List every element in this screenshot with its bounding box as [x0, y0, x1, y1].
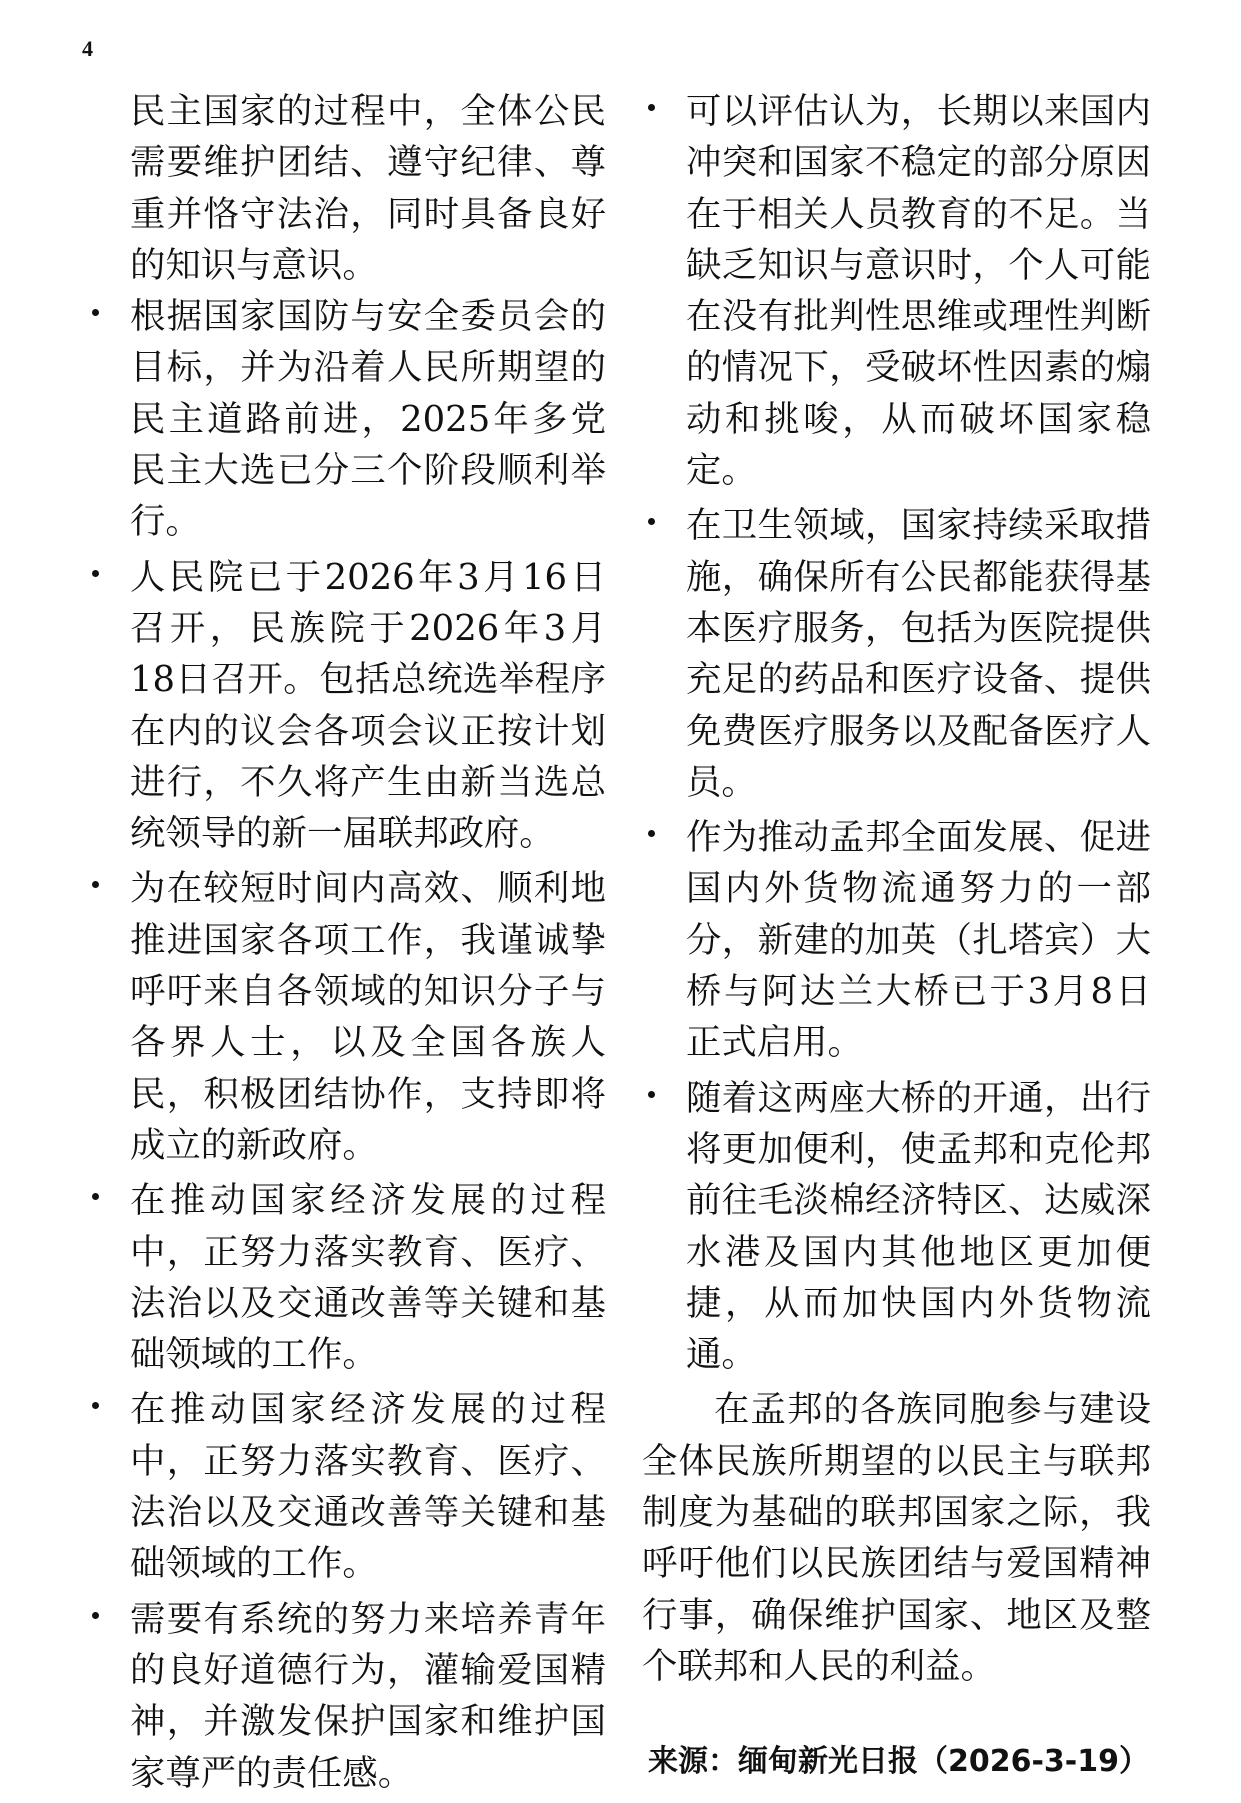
page-number: 4 — [82, 36, 93, 61]
list-item-text: 为在较短时间内高效、顺利地推进国家各项工作，我谨诚挚呼吁来自各领域的知识分子与各界人士，以及全国各族人民，积极团结协作，支持即将成立的新政府。 — [130, 868, 606, 1166]
list-item — [642, 812, 1151, 1068]
source-citation: 来源：缅甸新光日报（2026-3-19） — [647, 1744, 1149, 1780]
list-item — [86, 1594, 606, 1799]
list-item — [86, 1384, 606, 1589]
bullet-icon — [648, 518, 655, 525]
list-item-text: 需要有系统的努力来培养青年的良好道德行为，灌输爱国精神，并激发保护国家和维护国家尊严的责任感。 — [130, 1598, 606, 1794]
list-item — [86, 1175, 606, 1380]
bullet-icon — [648, 830, 655, 837]
right-column — [642, 86, 1151, 1782]
list-item-text: 在卫生领域，国家持续采取措施，确保所有公民都能获得基本医疗服务，包括为医院提供充足的药品和医疗设备、提供免费医疗服务以及配备医疗人员。 — [686, 505, 1151, 803]
list-item — [86, 291, 606, 547]
bullet-icon — [648, 1091, 655, 1098]
bullet-icon — [92, 309, 99, 316]
list-item — [642, 500, 1151, 808]
list-item-text: 可以评估认为，长期以来国内冲突和国家不稳定的部分原因在于相关人员教育的不足。当缺乏知识与意识时，个人可能在没有批判性思维或理性判断的情况下，受破坏性因素的煽动和挑唆，从而破坏国家稳定。 — [686, 91, 1151, 492]
list-item — [642, 1073, 1151, 1381]
bullet-icon — [92, 1193, 99, 1200]
bullet-icon — [92, 1612, 99, 1619]
bullet-icon — [92, 570, 99, 577]
list-item-text: 在推动国家经济发展的过程中，正努力落实教育、医疗、法治以及交通改善等关键和基础领域的工作。 — [130, 1389, 606, 1585]
list-item — [86, 552, 606, 860]
bullet-icon — [648, 104, 655, 111]
list-item-text: 根据国家国防与安全委员会的目标，并为沿着人民所期望的民主道路前进，2025年多党民主大选已分三个阶段顺利举行。 — [130, 296, 606, 543]
continuation-paragraph: 民主国家的过程中，全体公民需要维护团结、遵守纪律、尊重并恪守法治，同时具备良好的知识与意识。 — [130, 91, 606, 286]
list-item — [86, 863, 606, 1171]
bullet-icon — [92, 881, 99, 888]
list-item-text: 随着这两座大桥的开通，出行将更加便利，使孟邦和克伦邦前往毛淡棉经济特区、达威深水港及国内其他地区更加便捷，从而加快国内外货物流通。 — [686, 1077, 1151, 1376]
list-item-text: 人民院已于2026年3月16日召开，民族院于2026年3月18日召开。包括总统选举程序在内的议会各项会议正按计划进行，不久将产生由新当选总统领导的新一届联邦政府。 — [130, 556, 606, 855]
list-item — [642, 86, 1151, 496]
closing-paragraph: 在孟邦的各族同胞参与建设全体民族所期望的以民主与联邦制度为基础的联邦国家之际，我呼吁他们以民族团结与爱国精神行事，确保维护国家、地区及整个联邦和人民的利益。 — [642, 1389, 1151, 1687]
left-column — [86, 86, 606, 1803]
bullet-icon — [92, 1402, 99, 1409]
list-item-text: 作为推动孟邦全面发展、促进国内外货物流通努力的一部分，新建的加英（扎塔宾）大桥与阿达兰大桥已于3月8日正式启用。 — [686, 817, 1151, 1064]
list-item-text: 在推动国家经济发展的过程中，正努力落实教育、医疗、法治以及交通改善等关键和基础领域的工作。 — [130, 1180, 606, 1376]
